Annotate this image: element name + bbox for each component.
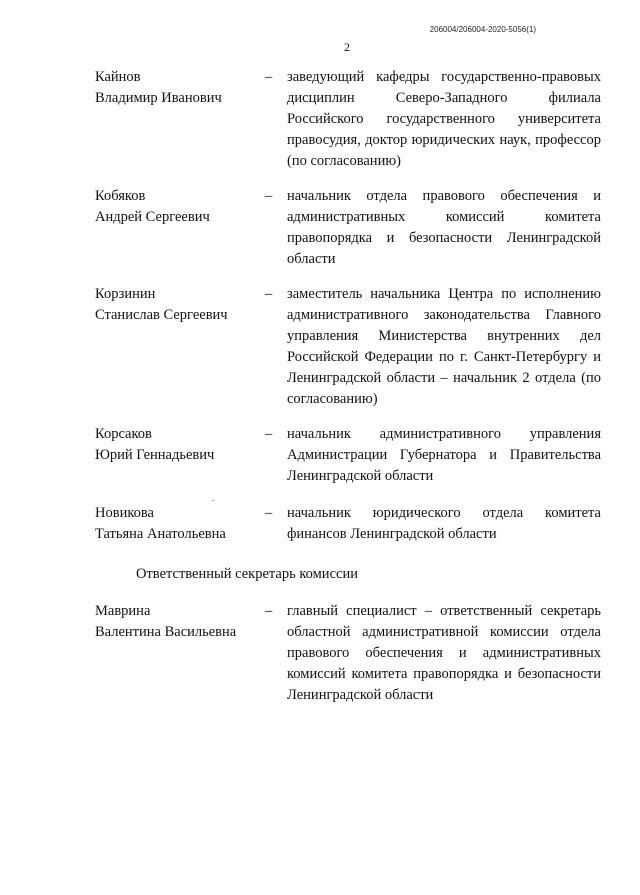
scan-speck xyxy=(212,500,214,501)
member-description: начальник отдела правового обеспечения и административных комиссий комитета правопорядка и безопасности Ленинградской области xyxy=(287,188,601,267)
member-dash: – xyxy=(265,603,273,619)
member-given-names: Валентина Васильевна xyxy=(95,624,237,640)
member-name xyxy=(95,284,265,326)
member-description: заведующий кафедры государственно-правовых дисциплин Северо-Западного филиала Российского государственного университета правосудия, доктор юридических наук, профессор (по согласованию) xyxy=(287,69,601,169)
member-given-names: Владимир Иванович xyxy=(95,90,222,106)
member-given-names: Татьяна Анатольевна xyxy=(95,526,226,542)
member-surname: Маврина xyxy=(95,603,151,619)
member-dash: – xyxy=(265,505,273,521)
member-given-names: Андрей Сергеевич xyxy=(95,209,210,225)
member-surname: Кайнов xyxy=(95,69,141,85)
member-description: заместитель начальника Центра по исполнению административного законодательства Главного управления Министерства внутренних дел Российской Федерации по г. Санкт-Петербургу и Ленинградской области – начальник 2 отдела (по согласованию) xyxy=(287,286,601,407)
member-name xyxy=(95,67,265,109)
member-given-names: Юрий Геннадьевич xyxy=(95,447,215,463)
member-dash: – xyxy=(265,69,273,85)
member-dash: – xyxy=(265,426,273,442)
member-name xyxy=(95,186,265,228)
member-description: начальник административного управления Администрации Губернатора и Правительства Ленинградской области xyxy=(287,426,601,484)
member-description: главный специалист – ответственный секретарь областной административной комиссии отдела правового обеспечения и административных комиссий комитета правопорядка и безопасности Ленинградской области xyxy=(287,603,601,703)
member-surname: Кобяков xyxy=(95,188,146,204)
member-name xyxy=(95,424,265,466)
member-name xyxy=(95,601,265,643)
member-name xyxy=(95,503,265,545)
document-number: 206004/206004-2020-5056(1) xyxy=(429,25,536,34)
member-surname: Корзинин xyxy=(95,286,156,302)
secretary-section-title: Ответственный секретарь комиссии xyxy=(136,566,358,582)
member-surname: Корсаков xyxy=(95,426,152,442)
member-dash: – xyxy=(265,286,273,302)
page-number: 2 xyxy=(344,40,350,54)
member-surname: Новикова xyxy=(95,505,154,521)
member-description: начальник юридического отдела комитета финансов Ленинградской области xyxy=(287,505,601,542)
member-dash: – xyxy=(265,188,273,204)
member-given-names: Станислав Сергеевич xyxy=(95,307,228,323)
